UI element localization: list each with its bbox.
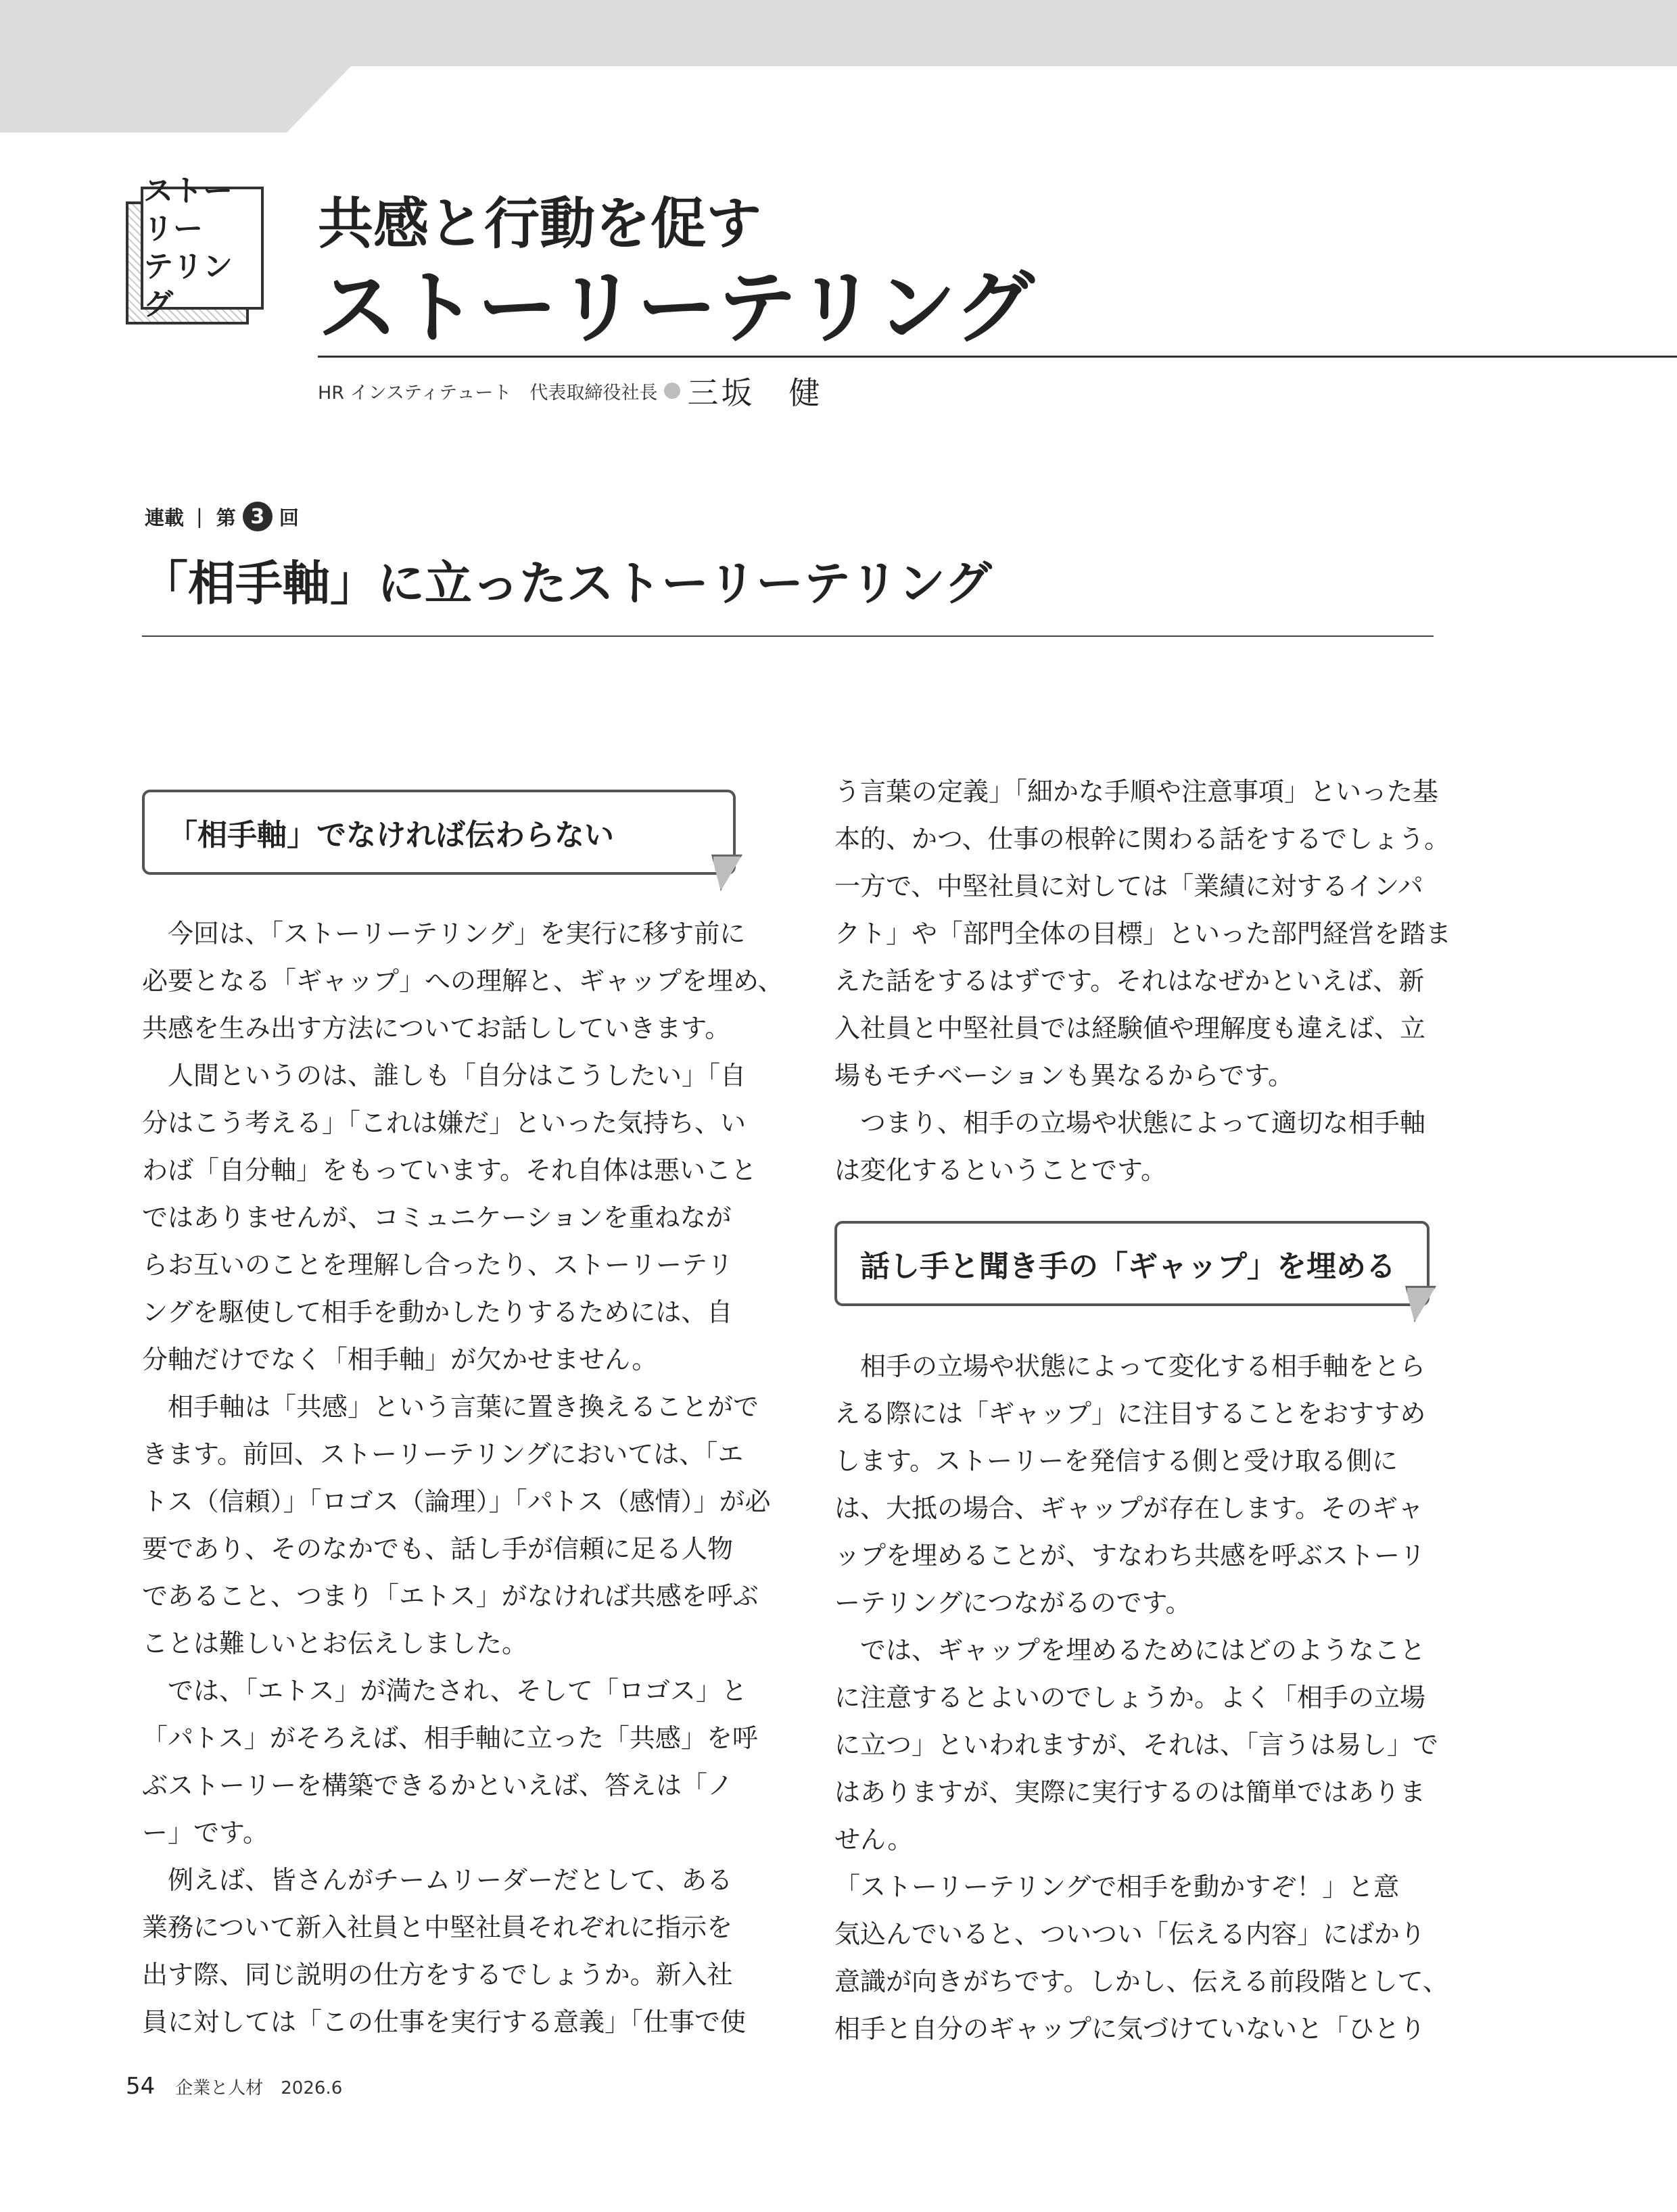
body-line: は、大抵の場合、ギャップが存在します。そのギャ bbox=[834, 1493, 1423, 1523]
body-line: 相手と自分のギャップに気づけていないと「ひとり bbox=[834, 2014, 1426, 2044]
body-line: では、「エトス」が満たされ、そして「ロゴス」と bbox=[142, 1676, 747, 1706]
body-line: きます。前回、ストーリーテリングにおいては、「エ bbox=[142, 1439, 744, 1469]
body-line: ではありませんが、コミュニケーションを重ねなが bbox=[142, 1203, 732, 1232]
body-column-right-bottom bbox=[834, 1343, 1448, 2052]
series-title-line2: ストーリーテリング bbox=[318, 261, 1035, 354]
body-line: 今回は、「ストーリーテリング」を実行に移す前に bbox=[142, 919, 746, 948]
body-line: トス（信頼）」「ロゴス（論理）」「パトス（感情）」が必 bbox=[142, 1487, 771, 1516]
body-line: ぶストーリーを構築できるかといえば、答えは「ノ bbox=[142, 1771, 734, 1800]
body-line: 場もモチベーションも異なるからです。 bbox=[834, 1061, 1294, 1090]
body-line: 入社員と中堅社員では経験値や理解度も違えば、立 bbox=[834, 1013, 1426, 1043]
series-title-line1: 共感と行動を促す bbox=[318, 192, 762, 256]
body-line: ー」です。 bbox=[142, 1818, 268, 1848]
body-line: 気込んでいると、ついつい「伝える内容」にばかり bbox=[834, 1919, 1426, 1949]
series-badge bbox=[141, 174, 264, 322]
body-line: ップを埋めることが、すなわち共感を呼ぶストーリ bbox=[834, 1541, 1426, 1570]
author-organization: HR インスティテュート 代表取締役社長 bbox=[318, 382, 658, 404]
body-line: 「ストーリーテリングで相手を動かすぞ！」と意 bbox=[834, 1872, 1400, 1902]
body-line: します。ストーリーを発信する側と受け取る側に bbox=[834, 1446, 1398, 1476]
series-title-rule bbox=[318, 356, 1677, 358]
installment-label bbox=[145, 500, 299, 533]
episode-title-rule bbox=[142, 635, 1434, 637]
installment-suffix: 回 bbox=[279, 506, 299, 529]
bullet-dot-icon bbox=[664, 383, 680, 399]
series-badge-line2: テリング bbox=[143, 249, 233, 322]
body-line: ーテリングにつながるのです。 bbox=[834, 1588, 1191, 1618]
body-line: ングを駆使して相手を動かしたりするためには、自 bbox=[142, 1297, 733, 1327]
body-line: つまり、相手の立場や状態によって適切な相手軸 bbox=[834, 1108, 1426, 1138]
body-line: える際には「ギャップ」に注目することをおすすめ bbox=[834, 1399, 1426, 1428]
body-line: 業務について新入社員と中堅社員それぞれに指示を bbox=[142, 1913, 733, 1942]
body-line: 「パトス」がそろえば、相手軸に立った「共感」を呼 bbox=[142, 1723, 758, 1753]
section-heading-2-text: 話し手と聞き手の「ギャップ」を埋める bbox=[860, 1249, 1396, 1284]
body-line: せん。 bbox=[834, 1825, 914, 1854]
body-line: では、ギャップを埋めるためにはどのようなこと bbox=[834, 1635, 1426, 1665]
installment-prefix: 第 bbox=[216, 506, 236, 529]
byline bbox=[318, 370, 822, 411]
body-line: 要であり、そのなかでも、話し手が信頼に足る人物 bbox=[142, 1534, 734, 1564]
body-line: 本的、かつ、仕事の根幹に関わる話をするでしょう。 bbox=[834, 824, 1450, 854]
body-line: わば「自分軸」をもっています。それ自体は悪いこと bbox=[142, 1155, 757, 1185]
body-line: 例えば、皆さんがチームリーダーだとして、ある bbox=[142, 1865, 733, 1895]
body-line: クト」や「部門全体の目標」といった部門経営を踏ま bbox=[834, 919, 1452, 948]
body-line: 一方で、中堅社員に対しては「業績に対するインパ bbox=[834, 871, 1423, 901]
author-name: 三坂 健 bbox=[687, 375, 823, 411]
body-line: 共感を生み出す方法についてお話ししていきます。 bbox=[142, 1013, 731, 1043]
body-line: 必要となる「ギャップ」への理解と、ギャップを埋め、 bbox=[142, 966, 784, 996]
section-heading-1-text: 「相手軸」でなければ伝わらない bbox=[168, 818, 614, 852]
body-line: 出す際、同じ説明の仕方をするでしょうか。新入社 bbox=[142, 1960, 733, 1990]
section-heading-2 bbox=[834, 1221, 1430, 1306]
installment-number-badge: 3 bbox=[243, 502, 273, 531]
episode-title: 「相手軸」に立ったストーリーテリング bbox=[141, 556, 992, 611]
body-line: 相手軸は「共感」という言葉に置き換えることがで bbox=[142, 1392, 759, 1422]
body-line: に立つ」といわれますが、それは、「言うは易し」で bbox=[834, 1730, 1439, 1760]
body-line: えた話をするはずです。それはなぜかといえば、新 bbox=[834, 966, 1425, 996]
body-line: は変化するということです。 bbox=[834, 1155, 1166, 1185]
installment-series-label: 連載 bbox=[145, 506, 185, 529]
body-line: 意識が向きがちです。しかし、伝える前段階として、 bbox=[834, 1967, 1448, 1996]
body-column-right-top bbox=[834, 768, 1451, 1194]
header-band-cutout bbox=[287, 66, 1677, 133]
body-line: らお互いのことを理解し合ったり、ストーリーテリ bbox=[142, 1250, 734, 1280]
page-footer bbox=[126, 2073, 342, 2111]
series-badge-line1: ストーリー bbox=[143, 174, 233, 246]
body-line: であること、つまり「エトス」がなければ共感を呼ぶ bbox=[142, 1581, 759, 1611]
body-line: 員に対しては「この仕事を実行する意義」「仕事で使 bbox=[142, 2007, 747, 2037]
page-fold-icon bbox=[711, 855, 742, 891]
body-line: 分軸だけでなく「相手軸」が欠かせません。 bbox=[142, 1345, 658, 1374]
page-number: 54 bbox=[126, 2073, 156, 2100]
body-line: 相手の立場や状態によって変化する相手軸をとら bbox=[834, 1351, 1426, 1381]
section-heading-1 bbox=[142, 790, 736, 875]
body-line: ことは難しいとお伝えしました。 bbox=[142, 1629, 528, 1658]
installment-separator: | bbox=[196, 505, 203, 528]
body-line: はありますが、実際に実行するのは簡単ではありま bbox=[834, 1777, 1426, 1807]
body-line: 分はこう考える」「これは嫌だ」といった気持ち、い bbox=[142, 1108, 747, 1138]
body-line: 人間というのは、誰しも「自分はこうしたい」「自 bbox=[142, 1061, 747, 1090]
body-column-left bbox=[142, 910, 783, 2046]
body-line: に注意するとよいのでしょうか。よく「相手の立場 bbox=[834, 1683, 1426, 1712]
body-line: う言葉の定義」「細かな手順や注意事項」といった基 bbox=[834, 777, 1439, 807]
magazine-issue: 企業と人材 2026.6 bbox=[175, 2078, 343, 2098]
